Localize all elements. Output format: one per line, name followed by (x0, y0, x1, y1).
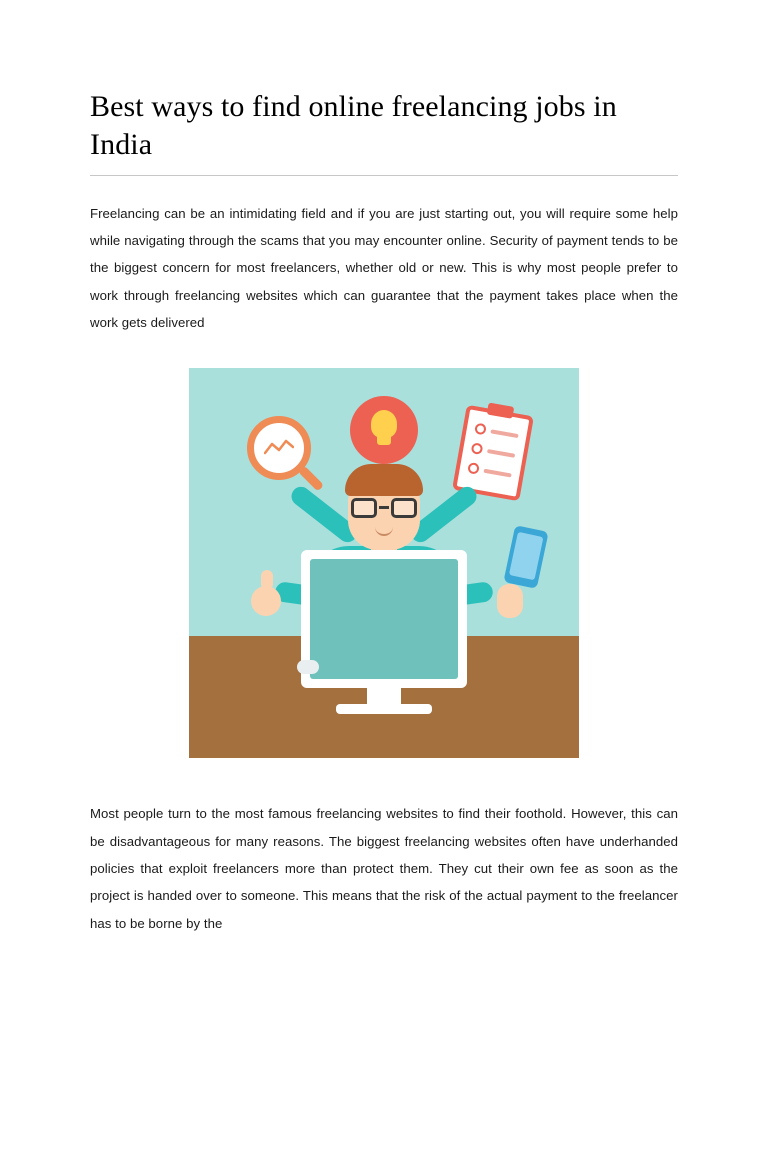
glasses-icon (351, 498, 417, 518)
paragraph-intro: Freelancing can be an intimidating field and if you are just starting out, you will require some help while navigating through the scams that you may encounter online. Security of payment tends to be the biggest concern for most freelancers, whether old or new. This is why most people prefer to work through freelancing websites which can guarantee that the payment takes place when the work gets delivered (90, 205, 678, 331)
chart-line-icon (264, 439, 294, 457)
clipboard-row (467, 462, 512, 480)
glasses-right-lens-shape (391, 498, 417, 518)
thumbs-up-icon (261, 570, 273, 590)
clipboard-row (471, 443, 516, 461)
check-circle-icon (474, 423, 487, 436)
left-hand-shape (251, 586, 281, 616)
clipboard-line-shape (484, 469, 512, 478)
lightbulb-base-shape (377, 436, 391, 445)
phone-screen-shape (509, 532, 544, 580)
clipboard-row (474, 423, 519, 441)
smartphone-icon (503, 526, 548, 590)
monitor-screen-shape (310, 559, 458, 679)
mouse-icon (297, 660, 319, 674)
figure-container (90, 368, 678, 776)
clipboard-clip-shape (487, 403, 515, 419)
paragraph-body: Most people turn to the most famous freelancing websites to find their foothold. However, this can be disadvantageous for many reasons. The biggest freelancing websites often have underhanded policies that exploit freelancers more than protect them. They cut their own fee as soon as the project is handed over to someone. This means that the risk of the actual payment to the freelancer has to be borne by the (90, 806, 678, 931)
hair-shape (345, 464, 423, 496)
right-hand-shape (497, 584, 523, 618)
page-title: Best ways to find online freelancing jobs in India (90, 88, 678, 176)
clipboard-line-shape (490, 429, 518, 438)
multitasking-freelancer-illustration (189, 368, 579, 758)
clipboard-line-shape (487, 449, 515, 458)
lightbulb-icon (371, 410, 397, 438)
monitor-icon (301, 550, 467, 688)
check-circle-icon (467, 462, 480, 475)
check-circle-icon (471, 443, 484, 456)
glasses-bridge-shape (379, 506, 389, 509)
glasses-left-lens-shape (351, 498, 377, 518)
